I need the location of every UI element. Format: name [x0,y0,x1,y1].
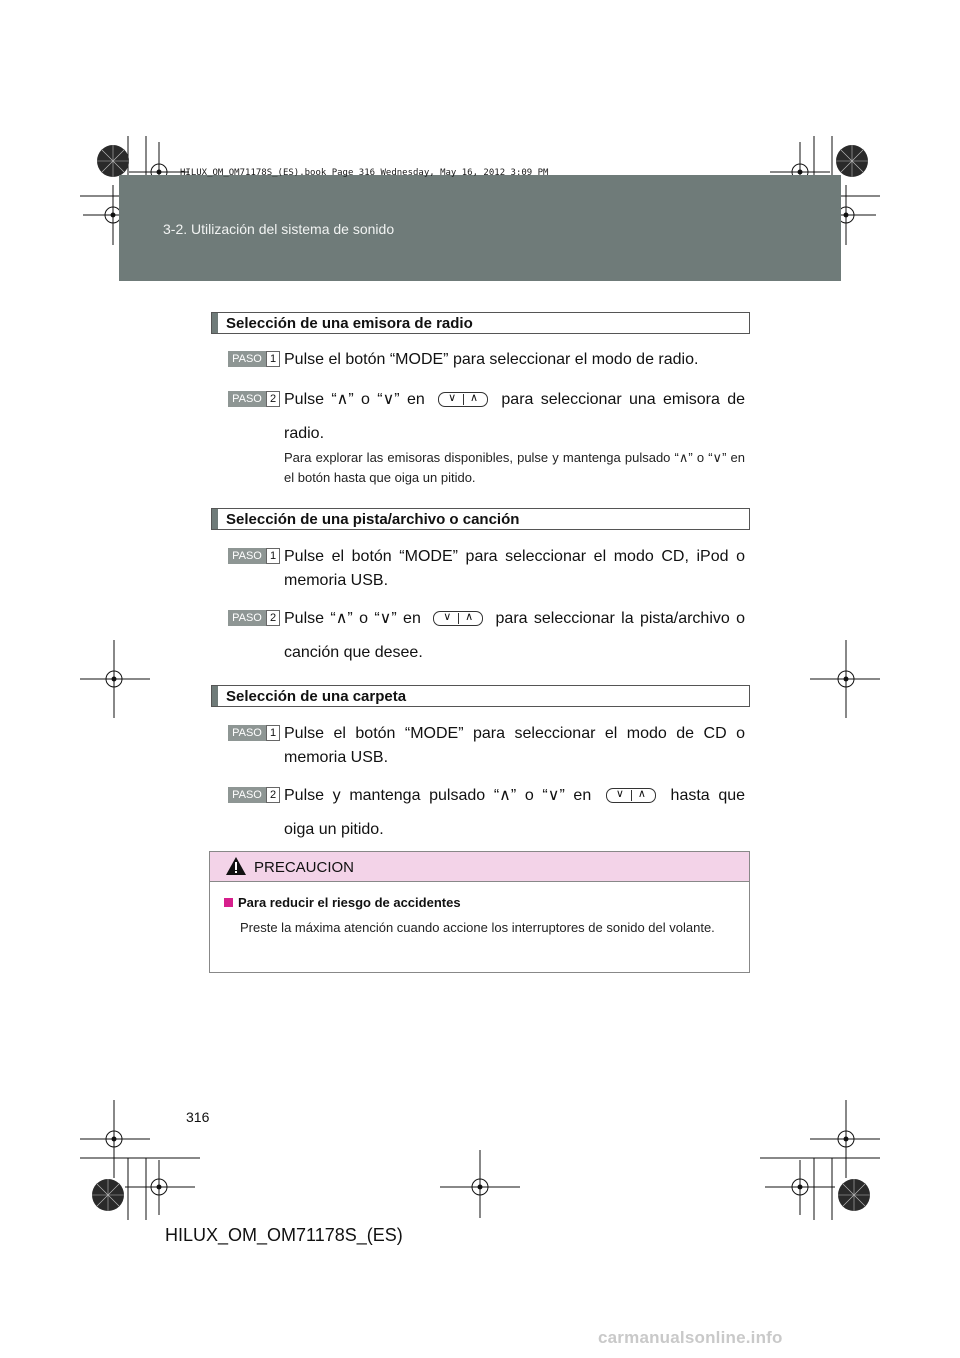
step-badge: PASO 2 [228,787,280,803]
step-text: Pulse el botón “MODE” para seleccionar el modo de radio. [284,351,699,368]
section-title: Selección de una carpeta [226,688,407,705]
step-text: Pulse y mantenga pulsado “∧” o “∨” en ∨ ∧ hasta que [284,787,746,804]
caution-subtitle: Para reducir el riesgo de accidentes [224,895,461,910]
caution-header [210,852,749,882]
page-number: 316 [186,1109,210,1125]
caution-box [209,851,750,973]
heading-bar [212,509,218,529]
step-text: Pulse “∧” o “∨” en ∨ ∧ para seleccionar la pista/archivo o [284,610,746,627]
watermark: carmanualsonline.info [598,1328,783,1347]
warning-triangle-icon [225,856,247,876]
step-text: Pulse el botón “MODE” para seleccionar el modo CD, iPod o memoria USB. [284,548,745,589]
section-breadcrumb: 3-2. Utilización del sistema de sonido [163,221,395,237]
step-text-cont: radio. [284,425,325,442]
section-title: Selección de una emisora de radio [226,315,473,332]
step-badge: PASO 1 [228,548,280,564]
step-badge: PASO 1 [228,725,280,741]
document-id: HILUX_OM_OM71178S_(ES) [165,1225,403,1245]
heading-bar [212,686,218,706]
step-badge: PASO 2 [228,391,280,407]
step-badge: PASO 1 [228,351,280,367]
bullet-square-icon [224,898,233,907]
seek-switch-icon: ∨ ∧ [606,788,656,803]
step-text-cont: oiga un pitido. [284,821,384,838]
section-heading-track [211,508,750,530]
seek-switch-icon: ∨ ∧ [433,611,483,626]
step-text: Pulse el botón “MODE” para seleccionar el modo de CD o memoria USB. [284,725,745,766]
caution-title: PRECAUCION [254,859,355,876]
section-heading-folder [211,685,750,707]
section-title: Selección de una pista/archivo o canción [226,511,520,528]
heading-bar [212,313,218,333]
step-badge: PASO 2 [228,610,280,626]
step-note: Para explorar las emisoras disponibles, pulse y mantenga pulsado “∧” o “∨” en el botón hasta que oiga un pitido. [284,450,745,485]
step-text: Pulse “∧” o “∨” en ∨ ∧ para seleccionar una emisora de [284,391,746,408]
caution-body: Preste la máxima atención cuando accione los interruptores de sonido del volante. [240,920,715,935]
starburst-target-icon [92,145,870,1211]
section-heading-radio [211,312,750,334]
book-info-line: HILUX_OM_OM71178S_(ES).book Page 316 Wednesday, May 16, 2012 3:09 PM [180,168,549,178]
step-text-cont: canción que desee. [284,644,423,661]
seek-switch-icon: ∨ ∧ [438,392,488,407]
